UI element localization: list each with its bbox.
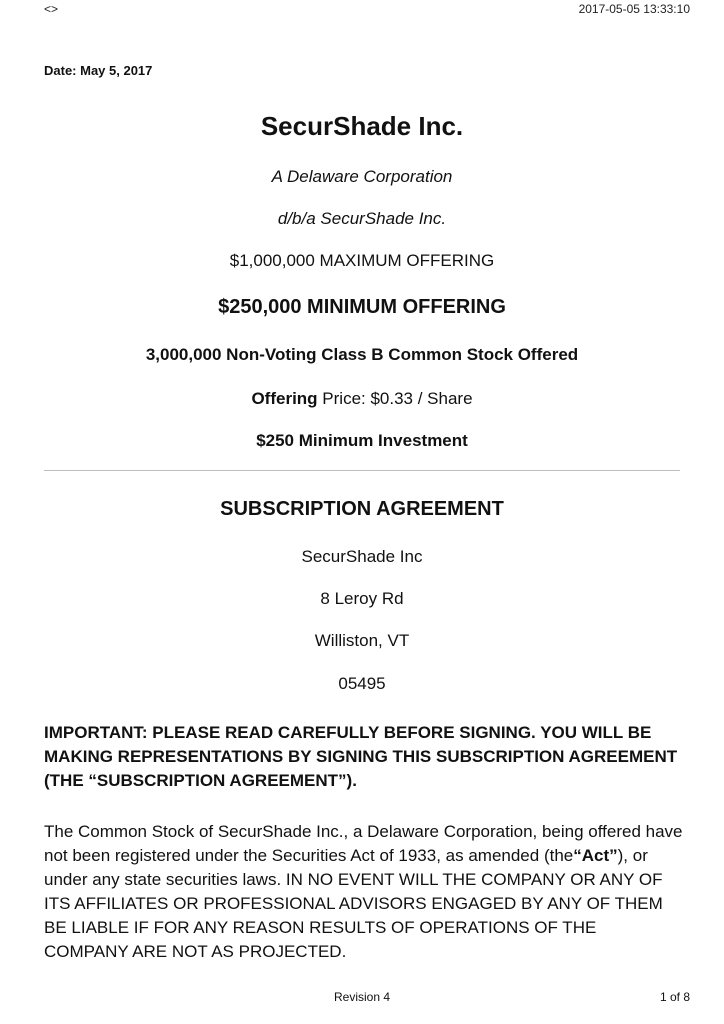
offering-price-label: Offering [251,389,318,408]
offering-price-value: Price: $0.33 / Share [317,389,473,408]
body-paragraph [44,820,684,964]
minimum-investment: $250 Minimum Investment [256,431,468,450]
body-paragraph-part2: ), or under any state securities laws. IN NO EVENT WILL THE COMPANY OR ANY OF ITS AFFILIATES OR PROFESSIONAL ADVISORS ENGAGED BY ANY OF THEM BE LIABLE IF FOR ANY REASON RESULTS OF OPERATIONS OF THE COMPANY ARE NOT AS PROJECTED. [44,846,663,961]
address-line-company: SecurShade Inc [301,547,423,566]
corporation-type: A Delaware Corporation [271,167,453,186]
company-name: SecurShade Inc. [260,111,464,141]
maximum-offering: $1,000,000 MAXIMUM OFFERING [229,251,495,270]
minimum-offering: $250,000 MINIMUM OFFERING [218,296,506,318]
act-term: “Act” [573,846,618,865]
document-date: Date: May 5, 2017 [44,63,153,78]
footer-page-number: 1 of 8 [659,990,690,1004]
body-paragraph-part1: The Common Stock of SecurShade Inc., a Delaware Corporation, being offered have not been registered under the Securities Act of 1933, as amended (the [44,822,683,865]
address-line-city: Williston, VT [314,631,410,650]
agreement-title: SUBSCRIPTION AGREEMENT [220,498,504,520]
offering-price [0,389,724,409]
dba-line: d/b/a SecurShade Inc. [277,209,447,228]
important-notice: IMPORTANT: PLEASE READ CAREFULLY BEFORE SIGNING. YOU WILL BE MAKING REPRESENTATIONS BY SIGNING THIS SUBSCRIPTION AGREEMENT (THE “SUBSCRIPTION AGREEMENT”). [44,723,678,790]
footer-revision: Revision 4 [333,990,391,1004]
section-divider [44,470,680,471]
address-line-zip: 05495 [338,674,386,693]
header-timestamp: 2017-05-05 13:33:10 [578,2,690,16]
header-left-marker: <> [44,2,59,16]
address-line-street: 8 Leroy Rd [320,589,404,608]
shares-offered: 3,000,000 Non-Voting Class B Common Stock Offered [145,345,579,364]
